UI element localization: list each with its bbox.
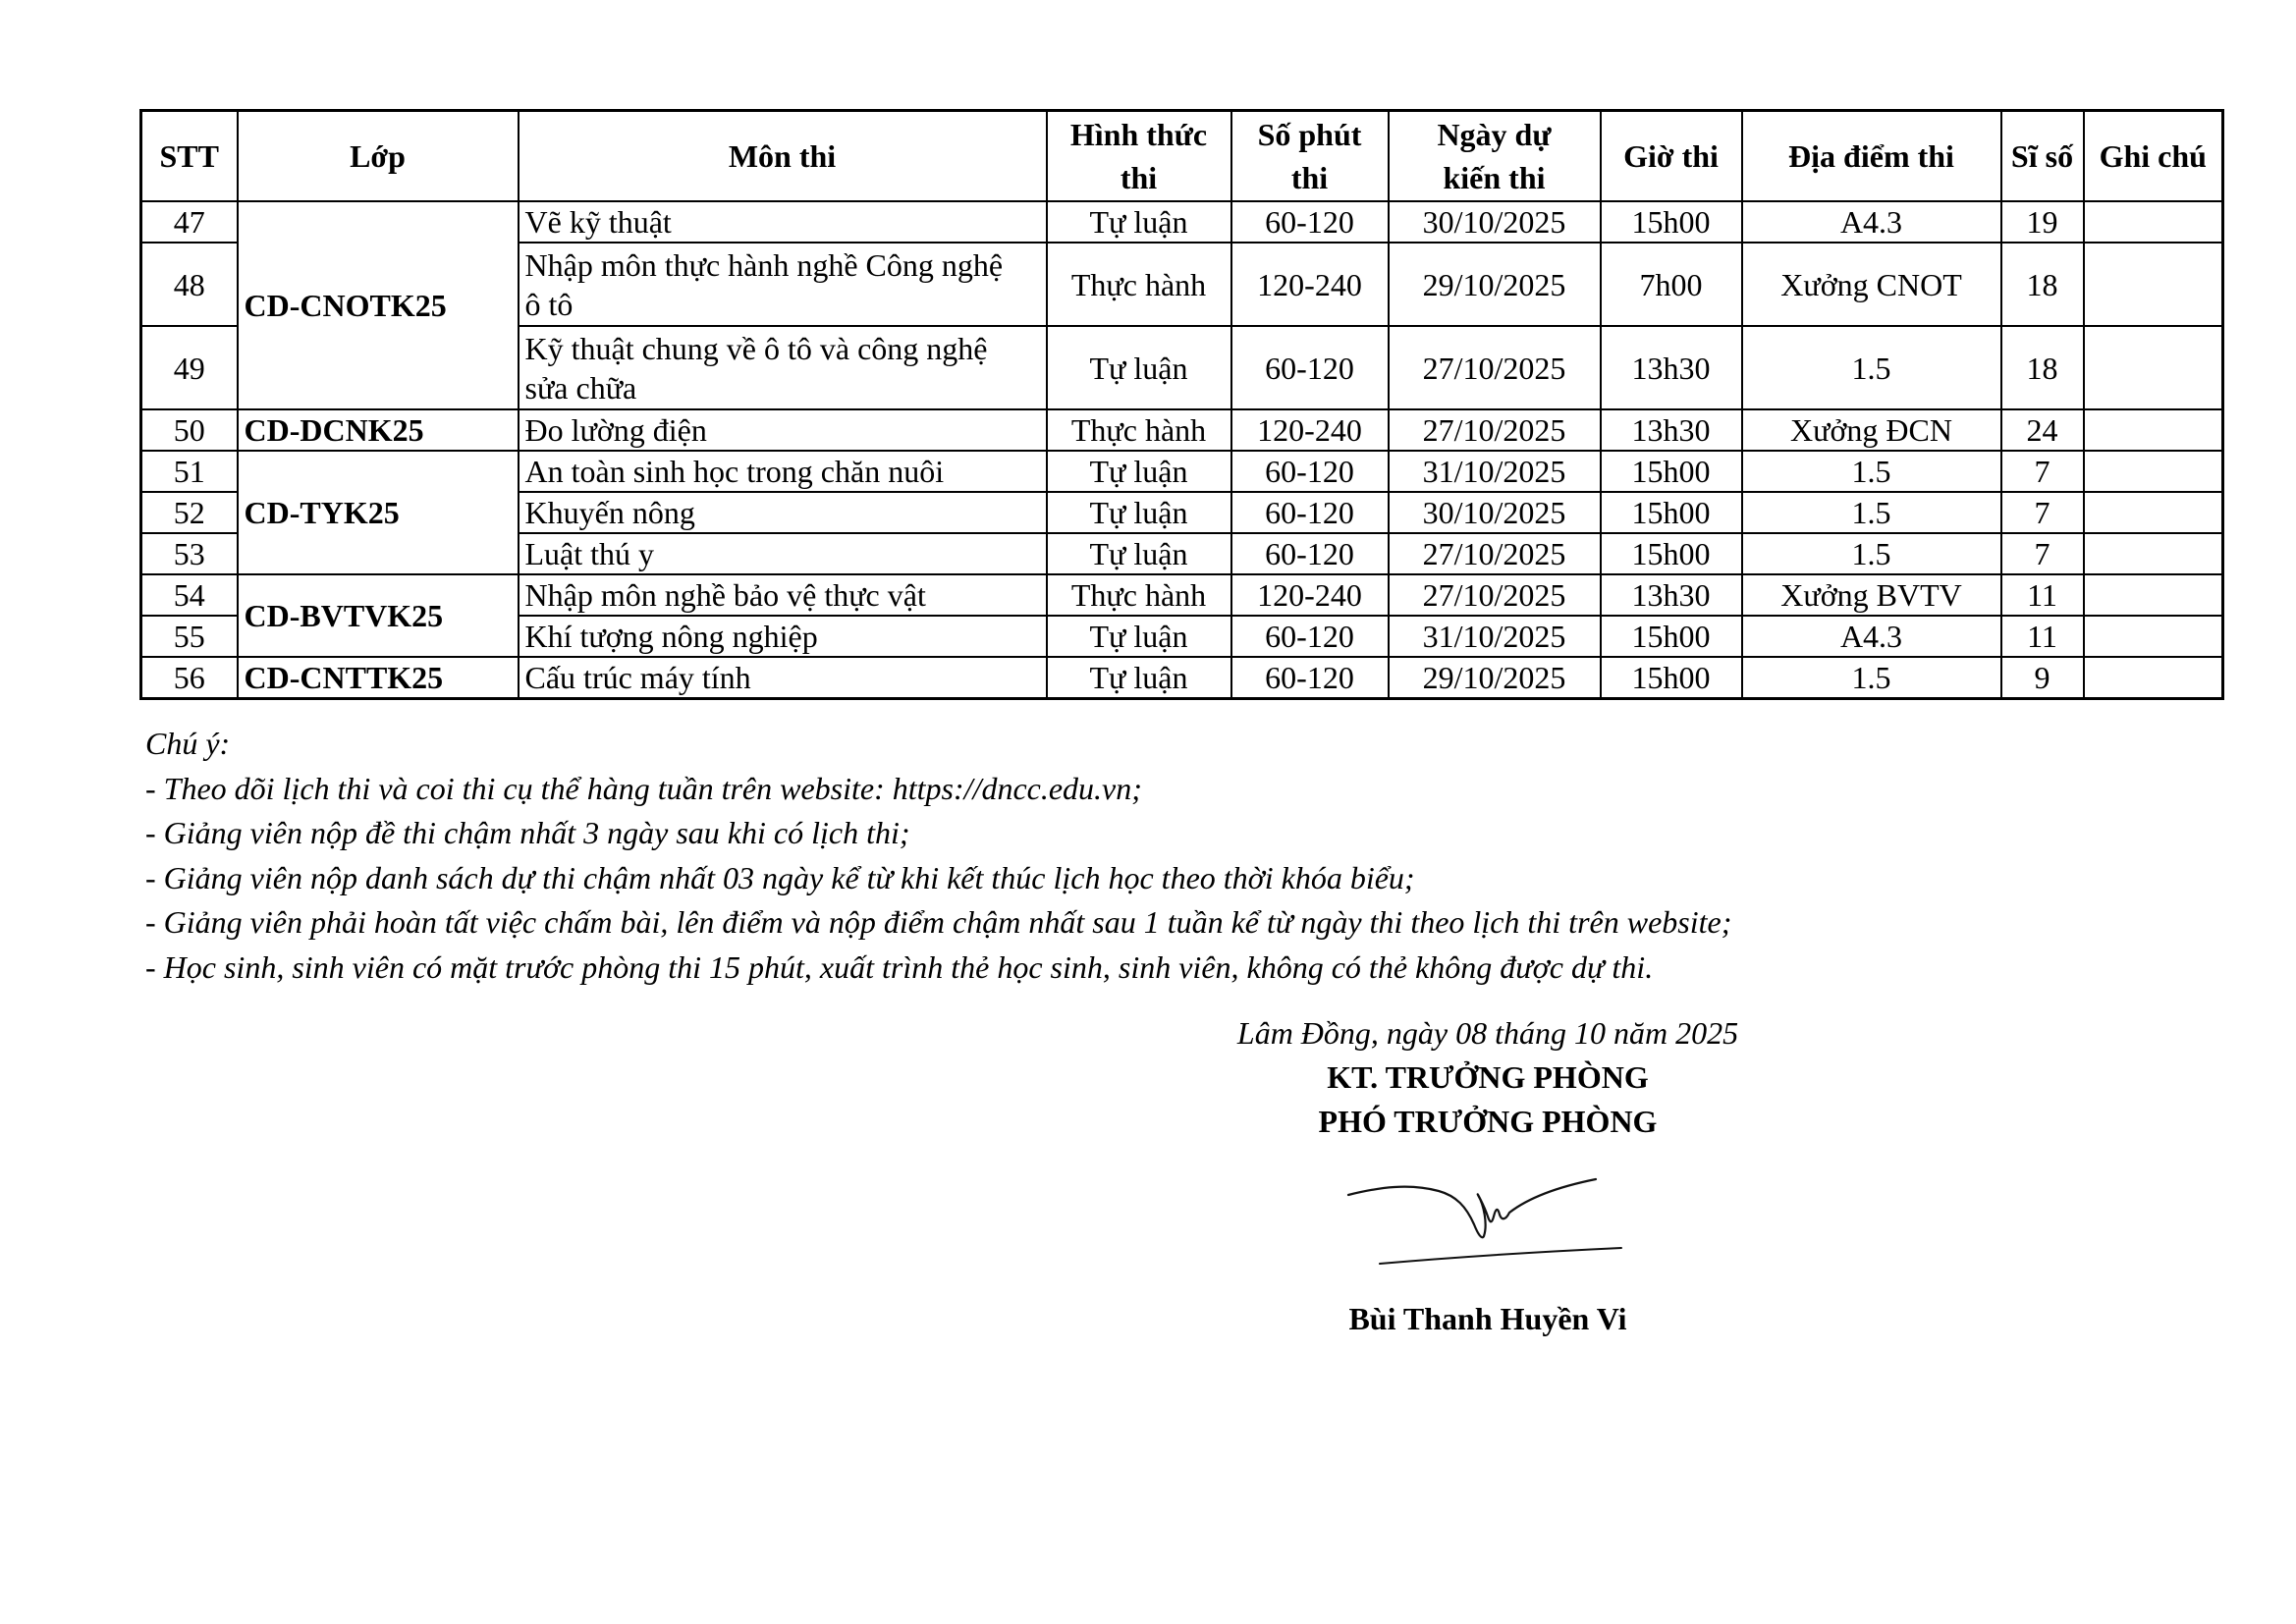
cell-count: 7 [2001, 451, 2084, 492]
cell-subject-line2: sửa chữa [524, 369, 637, 406]
cell-subject: Vẽ kỹ thuật [519, 201, 1047, 243]
cell-note [2084, 574, 2223, 616]
cell-class: CD-CNOTK25 [238, 201, 519, 409]
cell-subject: Nhập môn nghề bảo vệ thực vật [519, 574, 1047, 616]
header-date-line1: Ngày dự [1437, 117, 1552, 152]
cell-minutes: 60-120 [1231, 616, 1389, 657]
header-note: Ghi chú [2084, 111, 2223, 202]
cell-note [2084, 657, 2223, 699]
cell-count: 18 [2001, 326, 2084, 409]
cell-subject: Khuyến nông [519, 492, 1047, 533]
cell-date: 29/10/2025 [1389, 243, 1601, 326]
cell-minutes: 120-240 [1231, 409, 1389, 451]
header-date-line2: kiến thi [1443, 160, 1546, 195]
cell-stt: 51 [141, 451, 238, 492]
cell-subject [519, 243, 1047, 326]
cell-subject: Đo lường điện [519, 409, 1047, 451]
cell-subject: Luật thú y [519, 533, 1047, 574]
header-stt: STT [141, 111, 238, 202]
cell-location: A4.3 [1742, 616, 2001, 657]
cell-class: CD-BVTVK25 [238, 574, 519, 657]
cell-stt: 48 [141, 243, 238, 326]
header-count: Sĩ số [2001, 111, 2084, 202]
cell-format: Tự luận [1047, 657, 1231, 699]
table-header-row [141, 111, 2223, 202]
cell-time: 13h30 [1601, 574, 1742, 616]
cell-format: Tự luận [1047, 533, 1231, 574]
cell-note [2084, 451, 2223, 492]
header-minutes-line2: thi [1290, 160, 1329, 195]
cell-time: 15h00 [1601, 616, 1742, 657]
sign-date-line: Lâm Đồng, ngày 08 tháng 10 năm 2025 [1236, 1015, 1739, 1051]
cell-subject: Khí tượng nông nghiệp [519, 616, 1047, 657]
cell-time: 13h30 [1601, 409, 1742, 451]
cell-time: 15h00 [1601, 201, 1742, 243]
cell-stt: 54 [141, 574, 238, 616]
cell-subject: Cấu trúc máy tính [519, 657, 1047, 699]
cell-format: Tự luận [1047, 201, 1231, 243]
signer-name: Bùi Thanh Huyền Vi [1348, 1301, 1627, 1336]
handwritten-signature [1340, 1165, 1635, 1283]
cell-minutes: 60-120 [1231, 533, 1389, 574]
table-row [141, 451, 2223, 492]
cell-time: 7h00 [1601, 243, 1742, 326]
cell-location: 1.5 [1742, 451, 2001, 492]
cell-minutes: 60-120 [1231, 451, 1389, 492]
cell-stt: 56 [141, 657, 238, 699]
cell-format: Tự luận [1047, 492, 1231, 533]
cell-location: 1.5 [1742, 492, 2001, 533]
cell-subject [519, 326, 1047, 409]
cell-date: 31/10/2025 [1389, 616, 1601, 657]
cell-format: Tự luận [1047, 616, 1231, 657]
cell-format: Tự luận [1047, 326, 1231, 409]
cell-date: 31/10/2025 [1389, 451, 1601, 492]
cell-format: Tự luận [1047, 451, 1231, 492]
header-location: Địa điểm thi [1742, 111, 2001, 202]
cell-note [2084, 326, 2223, 409]
cell-stt: 50 [141, 409, 238, 451]
cell-date: 27/10/2025 [1389, 533, 1601, 574]
cell-note [2084, 616, 2223, 657]
header-minutes-line1: Số phút [1257, 117, 1362, 152]
signature-block [1139, 1011, 1836, 1341]
sign-title-position: PHÓ TRƯỞNG PHÒNG [1318, 1104, 1658, 1139]
cell-class: CD-DCNK25 [238, 409, 519, 451]
cell-date: 30/10/2025 [1389, 492, 1601, 533]
table-row [141, 201, 2223, 243]
cell-subject: An toàn sinh học trong chăn nuôi [519, 451, 1047, 492]
cell-location: 1.5 [1742, 326, 2001, 409]
cell-minutes: 60-120 [1231, 326, 1389, 409]
cell-time: 13h30 [1601, 326, 1742, 409]
cell-stt: 55 [141, 616, 238, 657]
table-row [141, 574, 2223, 616]
cell-class: CD-TYK25 [238, 451, 519, 574]
cell-count: 24 [2001, 409, 2084, 451]
cell-count: 7 [2001, 533, 2084, 574]
cell-note [2084, 409, 2223, 451]
note-item: - Theo dõi lịch thi và coi thi cụ thể hàng tuần trên website: https://dncc.edu.vn; [145, 770, 1142, 806]
cell-format: Thực hành [1047, 574, 1231, 616]
cell-minutes: 60-120 [1231, 492, 1389, 533]
cell-location: Xưởng CNOT [1742, 243, 2001, 326]
cell-stt: 53 [141, 533, 238, 574]
cell-location: 1.5 [1742, 533, 2001, 574]
cell-count: 7 [2001, 492, 2084, 533]
sign-title-deputy: KT. TRƯỞNG PHÒNG [1327, 1059, 1649, 1095]
cell-location: A4.3 [1742, 201, 2001, 243]
cell-count: 11 [2001, 616, 2084, 657]
note-item: - Giảng viên nộp đề thi chậm nhất 3 ngày sau khi có lịch thi; [145, 815, 910, 850]
cell-format: Thực hành [1047, 243, 1231, 326]
cell-minutes: 120-240 [1231, 243, 1389, 326]
note-item: - Học sinh, sinh viên có mặt trước phòng thi 15 phút, xuất trình thẻ học sinh, sinh viên, không có thẻ không được dự thi. [145, 948, 1654, 985]
cell-minutes: 60-120 [1231, 657, 1389, 699]
cell-location: Xưởng ĐCN [1742, 409, 2001, 451]
cell-count: 11 [2001, 574, 2084, 616]
notes-heading: Chú ý: [145, 726, 231, 761]
header-date [1389, 111, 1601, 202]
exam-schedule-table [139, 109, 2224, 700]
note-item: - Giảng viên phải hoàn tất việc chấm bài, lên điểm và nộp điểm chậm nhất sau 1 tuần kể từ ngày thi theo lịch thi trên website; [145, 904, 1732, 940]
cell-minutes: 60-120 [1231, 201, 1389, 243]
cell-format: Thực hành [1047, 409, 1231, 451]
header-format-line1: Hình thức [1069, 117, 1208, 152]
table-row [141, 657, 2223, 699]
cell-date: 27/10/2025 [1389, 574, 1601, 616]
cell-count: 19 [2001, 201, 2084, 243]
notes-section [145, 722, 1731, 990]
cell-time: 15h00 [1601, 451, 1742, 492]
cell-count: 9 [2001, 657, 2084, 699]
cell-stt: 47 [141, 201, 238, 243]
cell-minutes: 120-240 [1231, 574, 1389, 616]
cell-count: 18 [2001, 243, 2084, 326]
cell-location: Xưởng BVTV [1742, 574, 2001, 616]
header-class: Lớp [238, 111, 519, 202]
cell-date: 29/10/2025 [1389, 657, 1601, 699]
cell-stt: 52 [141, 492, 238, 533]
cell-note [2084, 533, 2223, 574]
cell-class: CD-CNTTK25 [238, 657, 519, 699]
cell-time: 15h00 [1601, 492, 1742, 533]
cell-time: 15h00 [1601, 533, 1742, 574]
header-format-line2: thi [1120, 160, 1158, 195]
cell-subject-line1: Kỹ thuật chung về ô tô và công nghệ [524, 330, 988, 366]
note-item: - Giảng viên nộp danh sách dự thi chậm nhất 03 ngày kể từ khi kết thúc lịch học theo thời khóa biểu; [145, 859, 1415, 895]
header-format [1047, 111, 1231, 202]
table-row [141, 409, 2223, 451]
cell-subject-line2: ô tô [524, 286, 574, 322]
cell-note [2084, 201, 2223, 243]
cell-date: 30/10/2025 [1389, 201, 1601, 243]
cell-date: 27/10/2025 [1389, 409, 1601, 451]
header-subject: Môn thi [519, 111, 1047, 202]
header-time: Giờ thi [1601, 111, 1742, 202]
cell-note [2084, 243, 2223, 326]
cell-note [2084, 492, 2223, 533]
header-minutes [1231, 111, 1389, 202]
cell-location: 1.5 [1742, 657, 2001, 699]
cell-stt: 49 [141, 326, 238, 409]
cell-date: 27/10/2025 [1389, 326, 1601, 409]
cell-time: 15h00 [1601, 657, 1742, 699]
cell-subject-line1: Nhập môn thực hành nghề Công nghệ [524, 246, 1004, 283]
